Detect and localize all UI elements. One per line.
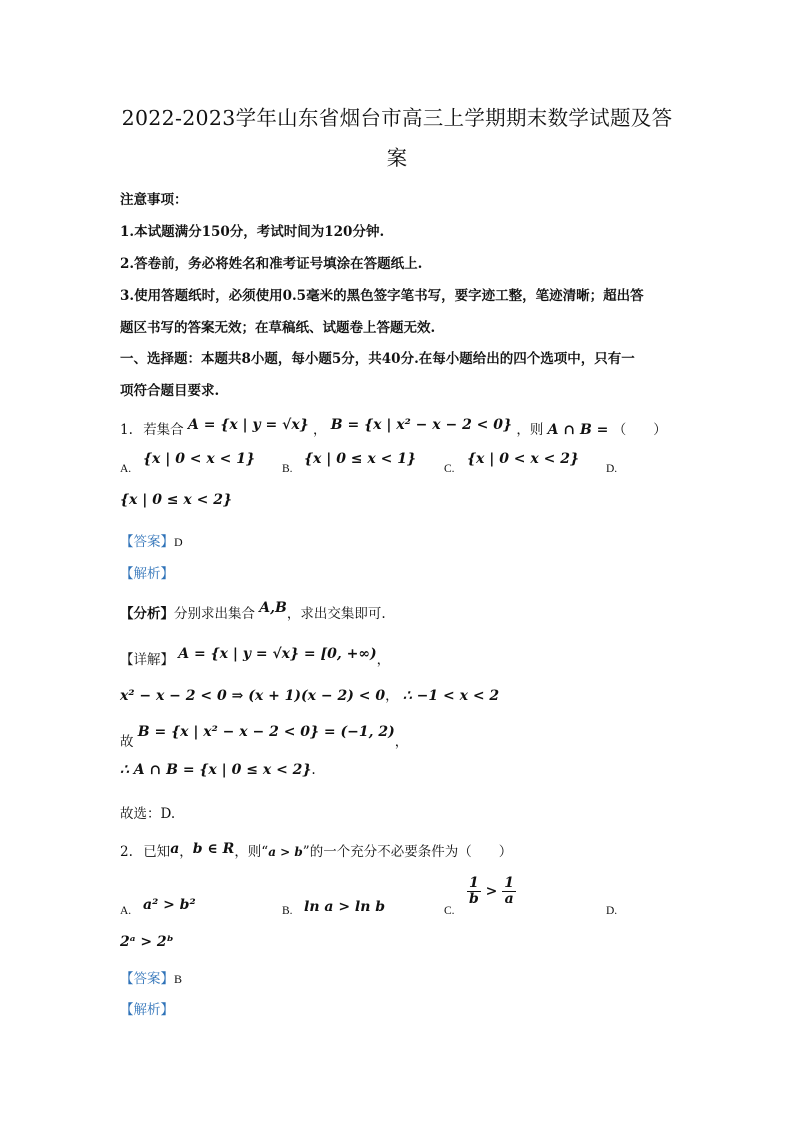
document-title (100, 98, 694, 178)
detail-tag: 【详解】 (120, 652, 174, 668)
detail-prefix: 故 (120, 734, 134, 750)
q1-option-c-value: {x | 0 < x < 2} (467, 451, 579, 467)
answer-paren: （ ） (612, 422, 667, 438)
q1-detail-4: ∴ A ∩ B = {x | 0 ≤ x < 2}. (120, 762, 316, 778)
q1-option-d-value: {x | 0 ≤ x < 2} (120, 492, 232, 508)
set-a-expression: A = {x | y = √x} (187, 417, 309, 433)
question-1: 1. 若集合 A = {x | y = √x} ， B = {x | x² − x − 2 < 0} ，则 A ∩ B = （ ） (120, 417, 667, 438)
detail-expression-1: A = {x | y = √x} = [0, +∞) (178, 646, 377, 662)
title-line-2: 案 (386, 146, 408, 170)
q1-detail-3: 故 B = {x | x² − x − 2 < 0} = (−1, 2)， (120, 724, 409, 750)
notice-item-4: 题区书写的答案无效；在草稿纸、试题卷上答题无效. (120, 320, 436, 336)
detail-expression-2b: ∴ −1 < x < 2 (402, 688, 500, 704)
answer-value: D (174, 535, 183, 549)
q2-option-a-label: A. (120, 905, 132, 917)
q2-option-d-label: D. (606, 905, 618, 917)
answer-value: B (174, 972, 183, 986)
q1-option-a-label: A. (120, 463, 132, 475)
question-number: 1. (120, 422, 133, 438)
q2-option-d-value: 2ᵃ > 2ᵇ (120, 934, 174, 950)
question-number: 2. (120, 844, 133, 860)
question-text: 若集合 (143, 422, 184, 438)
title-line-1: 2022-2023学年山东省烟台市高三上学期期末数学试题及答 (121, 106, 673, 130)
q1-option-b-value: {x | 0 ≤ x < 1} (304, 451, 416, 467)
q2-analysis-tag: 【解析】 (120, 1002, 174, 1018)
q1-detail-1: 【详解】 A = {x | y = √x} = [0, +∞)， (120, 646, 391, 668)
q2-answer (120, 967, 182, 987)
q2-option-c-value: $\frac{1}{b}$ > $\frac{1}{a}$ (468, 875, 514, 907)
q1-option-b-label: B. (282, 463, 293, 475)
q1-fenxi: 【分析】分别求出集合 A,B，求出交集即可. (120, 600, 386, 622)
detail-expression-4: ∴ A ∩ B = {x | 0 ≤ x < 2} (120, 762, 312, 778)
q1-detail-2: x² − x − 2 < 0 ⇒ (x + 1)(x − 2) < 0， ∴ −1 < x < 2 (120, 688, 500, 704)
q1-conclusion: 故选：D. (120, 806, 176, 822)
notice-heading: 注意事项： (120, 192, 188, 208)
fenxi-sets: A,B (259, 600, 287, 616)
section-heading-line-2: 项符合题目要求. (120, 383, 220, 399)
detail-expression-3: B = {x | x² − x − 2 < 0} = (−1, 2) (137, 724, 395, 740)
notice-item-1: 1.本试题满分150分，考试时间为120分钟. (120, 224, 385, 240)
fenxi-tag: 【分析】 (120, 606, 174, 622)
set-b-expression: B = {x | x² − x − 2 < 0} (330, 417, 513, 433)
q2-option-b-value: ln a > ln b (304, 899, 386, 915)
q2-option-b-label: B. (282, 905, 293, 917)
question-2: 2. 已知a，b ∈ R，则“a > b”的一个充分不必要条件为（ ） (120, 841, 513, 860)
notice-item-3: 3.使用答题纸时，必须使用0.5毫米的黑色签字笔书写，要字迹工整，笔迹清晰；超出答 (120, 288, 644, 304)
q2-option-c-label: C. (444, 905, 455, 917)
notice-item-2: 2.答卷前，务必将姓名和准考证号填涂在答题纸上. (120, 256, 423, 272)
answer-tag: 【答案】 (120, 534, 174, 550)
q1-answer (120, 530, 183, 550)
q1-option-d-label: D. (606, 463, 618, 475)
q1-option-a-value: {x | 0 < x < 1} (143, 451, 255, 467)
q2-option-a-value: a² > b² (143, 897, 196, 913)
detail-expression-2: x² − x − 2 < 0 ⇒ (x + 1)(x − 2) < 0 (120, 688, 386, 704)
intersection-expression: A ∩ B = (547, 422, 609, 438)
answer-tag: 【答案】 (120, 971, 174, 987)
q1-analysis-tag: 【解析】 (120, 566, 174, 582)
fraction-right: $\frac{1}{a}$ (504, 875, 514, 907)
fraction-left: $\frac{1}{b}$ (468, 875, 479, 907)
section-heading-line-1: 一、选择题：本题共8小题，每小题5分，共40分.在每小题给出的四个选项中，只有一 (120, 351, 635, 367)
q1-option-c-label: C. (444, 463, 455, 475)
question-text-mid: ，则 (516, 422, 544, 438)
